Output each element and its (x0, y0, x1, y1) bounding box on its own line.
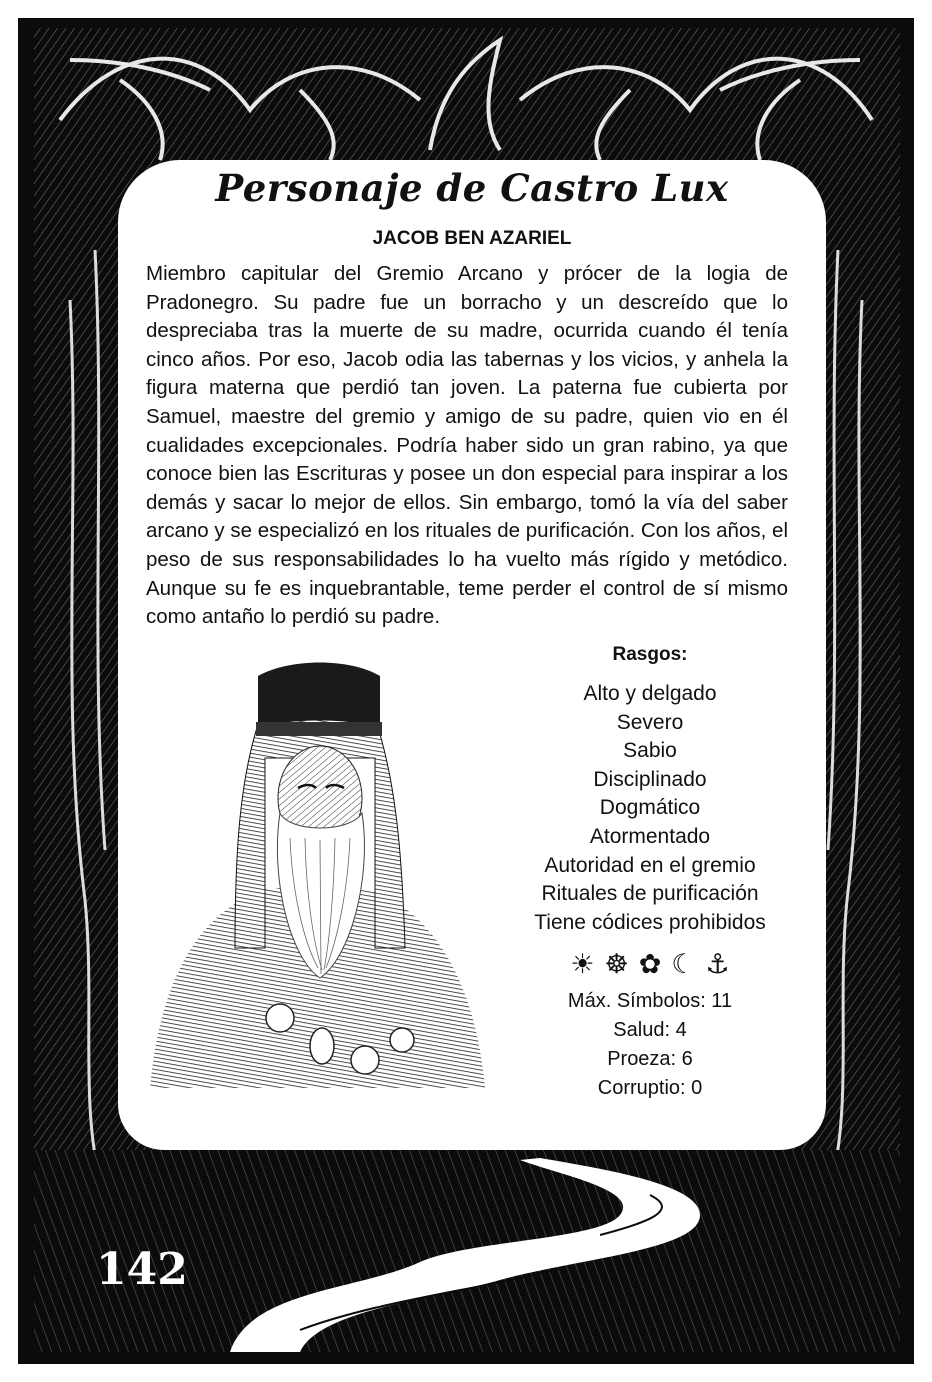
stat-corruption: Corruptio: 0 (597, 1077, 703, 1100)
traits-heading: Rasgos: (612, 644, 688, 665)
sun-icon: ☀ (570, 949, 595, 981)
symbol-row (510, 947, 790, 983)
trait-list (510, 680, 790, 937)
trait-item: Severo (616, 710, 684, 734)
trait-item: Alto y delgado (583, 682, 717, 705)
trait-item: Tiene códices prohibidos (534, 910, 766, 934)
flower-icon: ✿ (638, 949, 662, 981)
trait-item: Autoridad en el gremio (544, 853, 756, 877)
stat-prowess: Proeza: 6 (607, 1048, 693, 1071)
trait-item: Atormentado (589, 824, 711, 848)
trait-item: Sabio (623, 739, 677, 763)
moon-icon: ☾ (671, 949, 696, 981)
traits-panel (510, 644, 790, 1103)
wheel-icon: ☸ (604, 949, 629, 981)
trait-item: Disciplinado (593, 767, 707, 791)
trait-item: Rituales de purificación (541, 882, 759, 906)
stat-max-symbols: Máx. Símbolos: 11 (567, 990, 733, 1013)
page-title: Personaje de Castro Lux (215, 166, 729, 210)
stat-health: Salud: 4 (613, 1019, 687, 1042)
character-portrait (140, 648, 490, 1100)
stats-block (510, 987, 790, 1103)
anchor-icon: ⚓ (705, 949, 730, 981)
page-number: 142 (96, 1244, 188, 1295)
character-description: Miembro capitular del Gremio Arcano y prócer de la logia de Pradonegro. Su padre fue un borracho y un descreído que lo despreciaba tras la muerte de su madre, ocurrida cuando él tenía cinco años. Por eso, Jacob odia las tabernas y los vicios, y anhela la figura materna que perdió tan joven. La paterna fue cubierta por Samuel, maestre del gremio y amigo de su padre, quien vio en él cualidades excepcionales. Podría haber sido un gran rabino, ya que conoce bien las Escrituras y posee un don especial para inspirar a los demás y sacar lo mejor de ellos. Sin embargo, tomó la vía del saber arcano y se especializó en los rituales de purificación. Con los años, el peso de sus responsabilidades lo ha vuelto más rígido y metódico. Aunque su fe es inquebrantable, teme perder el control de sí mismo como antaño lo perdió su padre. (146, 262, 788, 629)
character-name: JACOB BEN AZARIEL (372, 228, 572, 249)
trait-item: Dogmático (599, 796, 701, 820)
